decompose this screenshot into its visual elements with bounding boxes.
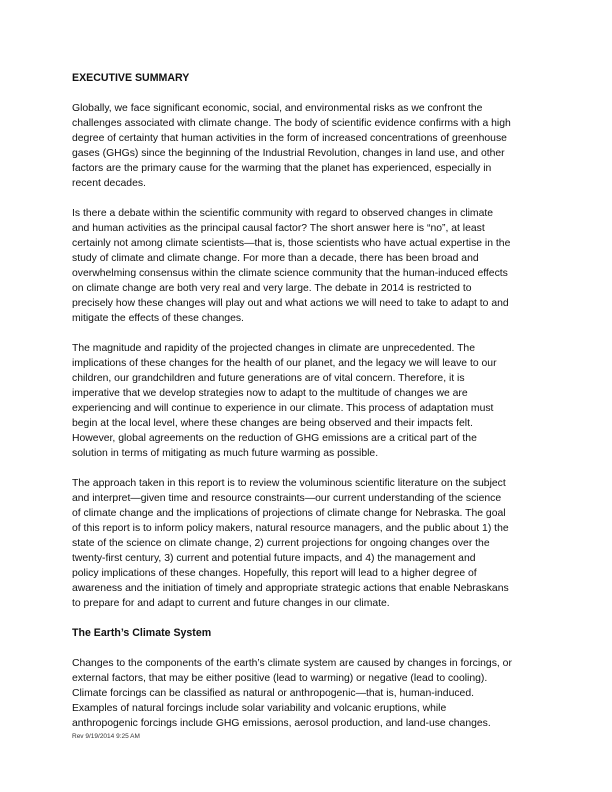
text-line: and interpret—given time and resource constraints—our current understanding of the science: [72, 493, 502, 504]
text-line: However, global agreements on the reduction of GHG emissions are a critical part of the: [72, 433, 477, 444]
text-line: solution in terms of mitigating as much future warming as possible.: [72, 448, 379, 459]
text-line: begin at the local level, where these changes are being observed and their impacts felt.: [72, 418, 473, 429]
text-line: Climate forcings can be classified as natural or anthropogenic—that is, human-induced.: [72, 688, 474, 699]
paragraph: [72, 206, 552, 326]
text-line: recent decades.: [72, 178, 146, 189]
document-page: [72, 71, 552, 731]
text-line: implications of these changes for the health of our planet, and the legacy we will leave to our: [72, 358, 497, 369]
text-line: and human activities as the principal causal factor? The short answer here is “no”, at least: [72, 223, 485, 234]
executive-summary-body: [72, 101, 552, 626]
text-line: awareness and the initiation of timely and appropriate strategic actions that enable Nebraskans: [72, 583, 509, 594]
text-line: on climate change are both very real and very large. The debate in 2014 is restricted to: [72, 283, 472, 294]
text-line: Globally, we face significant economic, social, and environmental risks as we confront the: [72, 103, 483, 114]
text-line: precisely how these changes will play out and what actions we will need to take to adapt to and: [72, 298, 509, 309]
text-line: The magnitude and rapidity of the projected changes in climate are unprecedented. The: [72, 343, 475, 354]
text-line: of climate change and the implications of projections of climate change for Nebraska. The goal: [72, 508, 506, 519]
text-line: Examples of natural forcings include solar variability and volcanic eruptions, while: [72, 703, 447, 714]
text-line: to prepare for and adapt to current and future changes in our climate.: [72, 598, 390, 609]
section-heading-executive-summary: EXECUTIVE SUMMARY: [72, 72, 190, 84]
text-line: degree of certainty that human activities in the form of increased concentrations of greenhouse: [72, 133, 507, 144]
text-line: challenges associated with climate change. The body of scientific evidence confirms with a high: [72, 118, 511, 129]
text-line: Is there a debate within the scientific community with regard to observed changes in climate: [72, 208, 494, 219]
text-line: experiencing and will continue to experience in our climate. This process of adaptation must: [72, 403, 494, 414]
text-line: The approach taken in this report is to review the voluminous scientific literature on the subject: [72, 478, 506, 489]
text-line: overwhelming consensus within the climate science community that the human-induced effects: [72, 268, 508, 279]
text-line: of this report is to inform policy makers, natural resource managers, and the public about 1) the: [72, 523, 509, 534]
text-line: factors are the primary cause for the warming that the planet has experienced, especially in: [72, 163, 492, 174]
text-line: Changes to the components of the earth’s climate system are caused by changes in forcings, or: [72, 658, 512, 669]
text-line: gases (GHGs) since the beginning of the Industrial Revolution, changes in land use, and other: [72, 148, 505, 159]
text-line: children, our grandchildren and future generations are of vital concern. Therefore, it is: [72, 373, 465, 384]
text-line: anthropogenic forcings include GHG emissions, aerosol production, and land-use changes.: [72, 718, 491, 729]
text-line: mitigate the effects of these changes.: [72, 313, 244, 324]
paragraph: [72, 476, 552, 611]
section-heading-climate-system: The Earth’s Climate System: [72, 627, 212, 639]
text-line: study of climate and climate change. For more than a decade, there has been broad and: [72, 253, 479, 264]
text-line: state of the science on climate change, 2) current projections for ongoing changes over the: [72, 538, 490, 549]
text-line: twenty-first century, 3) current and potential future impacts, and 4) the management and: [72, 553, 476, 564]
text-line: imperative that we develop strategies now to adapt to the multitude of changes we are: [72, 388, 468, 399]
paragraph: [72, 341, 552, 461]
paragraph: [72, 101, 552, 191]
climate-system-paragraph: [72, 656, 552, 731]
text-line: policy implications of these changes. Hopefully, this report will lead to a higher degree of: [72, 568, 477, 579]
text-line: certainly not among climate scientists—that is, those scientists who have actual expertise in the: [72, 238, 511, 249]
revision-footer: Rev 9/19/2014 9:25 AM: [72, 733, 140, 740]
text-line: external factors, that may be either positive (lead to warming) or negative (lead to cooling).: [72, 673, 488, 684]
